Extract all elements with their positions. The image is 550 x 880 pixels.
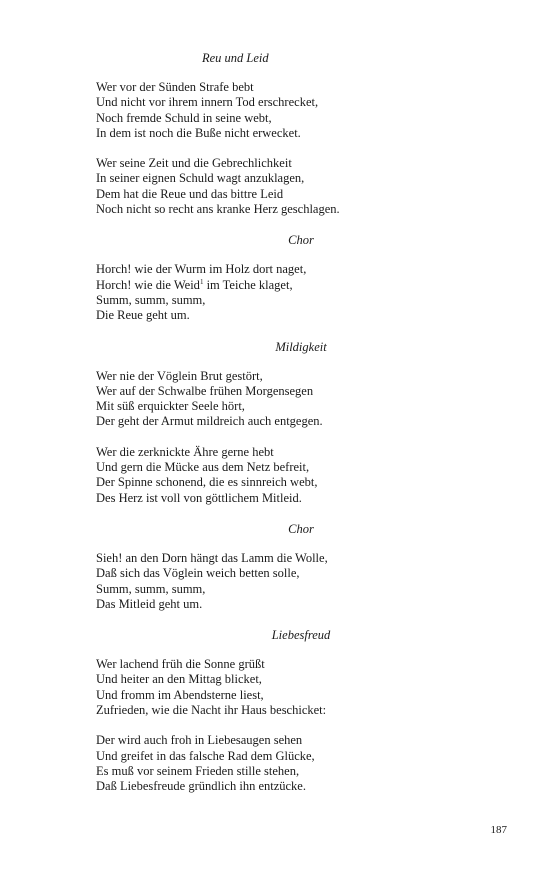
stanza <box>96 657 466 718</box>
verse-line: Summ, summ, summ, <box>96 292 206 307</box>
verse-line: Horch! wie der Wurm im Holz dort naget, <box>96 262 307 277</box>
section-title-mildigkeit: Mildigkeit <box>275 339 327 354</box>
verse-line: Wer die zerknickte Ähre gerne hebt <box>96 444 274 459</box>
section-title-liebesfreud: Liebesfreud <box>271 628 331 643</box>
verse-line: Der wird auch froh in Liebesaugen sehen <box>96 733 303 748</box>
footnote-marker: 1 <box>199 277 204 286</box>
stanza <box>96 262 466 323</box>
verse-line: Sieh! an den Dorn hängt das Lamm die Wolle, <box>96 550 328 565</box>
verse-line: Es muß vor seinem Frieden stille stehen, <box>96 763 300 778</box>
stanza <box>96 551 466 612</box>
verse-line: Wer vor der Sünden Strafe bebt <box>96 80 254 94</box>
verse-line: Noch fremde Schuld in seine webt, <box>96 110 272 125</box>
verse-line: Und greifet in das falsche Rad dem Glücke, <box>96 748 315 763</box>
verse-line: Zufrieden, wie die Nacht ihr Haus beschicket: <box>96 703 327 718</box>
verse-line-tail: im Teiche klaget, <box>203 277 293 292</box>
verse-line: Und gern die Mücke aus dem Netz befreit, <box>96 460 310 475</box>
verse-line: Wer lachend früh die Sonne grüßt <box>96 657 265 672</box>
verse-line: Das Mitleid geht um. <box>96 596 203 611</box>
section-title-chor: Chor <box>288 521 314 536</box>
verse-line: Mit süß erquickter Seele hört, <box>96 399 245 414</box>
verse-line: Wer auf der Schwalbe frühen Morgensegen <box>96 383 314 398</box>
verse-line: Wer seine Zeit und die Gebrechlichkeit <box>96 156 292 171</box>
page-number: 187 <box>490 824 507 836</box>
stanza <box>96 369 466 430</box>
verse-line: Und fromm im Abendsterne liest, <box>96 687 264 702</box>
verse-line: Daß sich das Vöglein weich betten solle, <box>96 566 300 581</box>
verse-line <box>96 278 466 293</box>
stanza <box>96 156 466 217</box>
verse-line: Der Spinne schonend, die es sinnreich webt, <box>96 475 318 490</box>
verse-line: Des Herz ist voll von göttlichem Mitleid. <box>96 490 302 505</box>
verse-line: Wer nie der Vöglein Brut gestört, <box>96 368 263 383</box>
stanza <box>96 80 466 141</box>
verse-line: In seiner eignen Schuld wagt anzuklagen, <box>96 171 305 186</box>
poem-page <box>96 50 466 810</box>
verse-line: Und nicht vor ihrem innern Tod erschrecket, <box>96 95 319 110</box>
verse-line: In dem ist noch die Buße nicht erwecket. <box>96 125 301 140</box>
verse-line: Dem hat die Reue und das bittre Leid <box>96 186 284 201</box>
verse-line: Summ, summ, summ, <box>96 581 206 596</box>
section-title-chor: Chor <box>288 233 314 248</box>
stanza <box>96 445 466 506</box>
verse-line: Der geht der Armut mildreich auch entgegen. <box>96 414 323 429</box>
verse-line: Die Reue geht um. <box>96 308 190 323</box>
stanza <box>96 733 466 794</box>
verse-line: Und heiter an den Mittag blicket, <box>96 672 262 687</box>
verse-line-head: Horch! wie die Weid <box>96 277 200 292</box>
section-title-reu-und-leid: Reu und Leid <box>202 51 269 65</box>
verse-line: Noch nicht so recht ans kranke Herz geschlagen. <box>96 202 340 217</box>
verse-line: Daß Liebesfreude gründlich ihn entzücke. <box>96 779 306 794</box>
